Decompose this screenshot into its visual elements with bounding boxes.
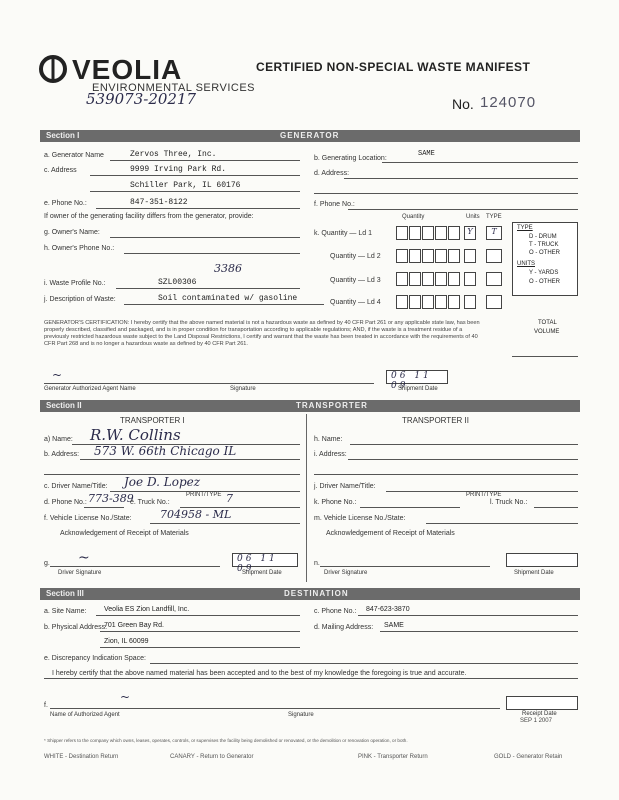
transporter2-heading: TRANSPORTER II [402,416,469,425]
units-cell[interactable] [464,295,476,309]
t1-truck[interactable]: 7 [226,492,233,505]
legend-other-units: O - OTHER [529,279,560,285]
qty-cell[interactable] [422,226,434,240]
destination-certify: I hereby certify that the above named material has been accepted and to the best of my knowledge the foregoing is true and accurate. [52,670,467,677]
waste-profile-hand: 3386 [214,262,242,275]
generator-agent-signature: ~ [52,368,63,382]
t1-phone[interactable]: 773-389 [88,492,134,505]
legend-drum: D - DRUM [529,234,557,240]
veolia-logo-icon [38,54,68,84]
generator-shipment-date: 06 11 09 [391,371,432,391]
section2-title: TRANSPORTER [296,401,368,410]
footer-note: * Shipper refers to the company which owns, leases, operates, controls, or supervises the facility being demolished or renovated, or the demolition or renovation operation, or both. [44,738,408,743]
t1-address[interactable]: 573 W. 66th Chicago IL [94,444,237,458]
units-cell[interactable] [464,249,476,263]
dest-f-label: f. [44,702,48,709]
qty-cell[interactable] [435,249,447,263]
t2-print-type: PRINT/TYPE [466,492,502,498]
section1-title: GENERATOR [280,131,340,140]
qty-cell[interactable] [422,249,434,263]
t2-name-label: h. Name: [314,436,343,443]
qty-cell[interactable] [435,272,447,286]
phone-label: e. Phone No.: [44,200,87,207]
t1-name[interactable]: R.W. Collins [90,426,181,444]
gen-address-label: d. Address: [314,170,350,177]
volume-label: VOLUME [534,329,560,335]
receipt-date: SEP 1 2007 [520,718,552,724]
dest-phone-label: c. Phone No.: [314,608,357,615]
quantity-header: Quantity [402,214,425,220]
generator-name-label: a. Generator Name [44,152,104,159]
waste-profile[interactable]: SZL00306 [158,278,197,287]
t1-driver-signature-label: Driver Signature [58,570,102,576]
section2-divider [306,414,307,582]
t2-phone-label: k. Phone No.: [314,499,357,506]
dest-phone[interactable]: 847-623-3870 [366,606,410,613]
units-cell-ld1[interactable] [464,226,476,240]
qty-cell[interactable] [448,295,460,309]
handwritten-reference: 539073-20217 [86,90,197,108]
qty-cell[interactable] [396,249,408,263]
receipt-date-label: Receipt Date [522,711,557,717]
copy-canary: CANARY - Return to Generator [170,754,254,760]
waste-desc-label: j. Description of Waste: [44,296,116,303]
t1-address-label: b. Address: [44,451,80,458]
address-label: c. Address [44,167,77,174]
qty-cell[interactable] [396,295,408,309]
gen-location-label: b. Generating Location: [314,155,387,162]
copy-white: WHITE - Destination Return [44,754,119,760]
section1-label: Section I [46,131,80,140]
section3-title: DESTINATION [284,589,349,598]
units-header: Units [466,214,480,220]
type-header: TYPE [486,214,502,220]
address-line2[interactable]: Schiller Park, IL 60176 [130,181,241,190]
site-name[interactable]: Veolia ES Zion Landfill, Inc. [104,606,190,613]
legend-other: O - OTHER [529,250,560,256]
qty-cell[interactable] [448,249,460,263]
legend-truck: T - TRUCK [529,242,559,248]
qty-ld4-label: Quantity — Ld 4 [330,299,381,306]
qty-cell[interactable] [409,272,421,286]
units-cell[interactable] [464,272,476,286]
type-cell[interactable] [486,249,502,263]
section3-header [40,588,580,600]
t2-driver-signature-label: Driver Signature [324,570,368,576]
generator-phone[interactable]: 847-351-8122 [130,198,188,207]
ld1-type: T [491,227,497,236]
qty-cell[interactable] [396,272,408,286]
qty-ld1-label: k. Quantity — Ld 1 [314,230,372,237]
t1-shipment-date: 06 11 09 [237,554,278,574]
total-label: TOTAL [538,320,557,326]
address-line1[interactable]: 9999 Irving Park Rd. [130,165,227,174]
dest-agent-label: Name of Authorized Agent [50,712,120,718]
type-cell-ld1[interactable] [486,226,502,240]
t1-driver-label: c. Driver Name/Title: [44,483,108,490]
t2-license-label: m. Vehicle License No./State: [314,515,406,522]
generator-certification: GENERATOR'S CERTIFICATION: I hereby certify that the above named material is not a hazardous waste as defined by 40 CFR Part 261 or any applicable state law, has been properly described, classified and packaged, and is in proper condition for transportation according to applicable regulations; AND, if the waste is a treatment residue of a previously restricted hazardous waste subject to the Land Disposal Restrictions, I certify and warrant that the waste has been treated in accordance with the requirements of 40 CFR Part 268 and is no longer a hazardous waste as defined by 40 CFR Part 261. [44,320,480,347]
t1-driver-signature: ~ [78,550,90,566]
qty-cell[interactable] [409,249,421,263]
generator-name[interactable]: Zervos Three, Inc. [130,150,217,159]
type-units-legend [512,222,578,296]
t2-shipment-date-boxes[interactable] [506,553,578,567]
mailing-address[interactable]: SAME [384,622,404,629]
type-cell[interactable] [486,272,502,286]
qty-cell[interactable] [409,226,421,240]
copy-pink: PINK - Transporter Return [358,754,428,760]
qty-cell[interactable] [448,272,460,286]
type-cell[interactable] [486,295,502,309]
waste-description[interactable]: Soil contaminated w/ gasoline [158,294,298,303]
legend-yards: Y - YARDS [529,270,559,276]
qty-ld3-label: Quantity — Ld 3 [330,277,381,284]
qty-ld2-label: Quantity — Ld 2 [330,253,381,260]
site-name-label: a. Site Name: [44,608,87,615]
t2-truck-label: l. Truck No.: [490,499,528,506]
mailing-address-label: d. Mailing Address: [314,624,374,631]
qty-cell[interactable] [435,295,447,309]
generator-agent-label: Generator Authorized Agent Name [44,386,136,392]
waste-profile-label: i. Waste Profile No.: [44,280,106,287]
qty-cell[interactable] [422,272,434,286]
gen-phone-label: f. Phone No.: [314,201,355,208]
physical-address-line1[interactable]: 701 Green Bay Rd. [104,622,164,629]
t2-address-label: i. Address: [314,451,347,458]
t2-n-label: n. [314,560,320,567]
legend-type-title: TYPE [517,225,533,231]
t1-license[interactable]: 704958 - ML [160,508,232,521]
qty-cell[interactable] [409,295,421,309]
section2-header [40,400,580,412]
owner-note: If owner of the generating facility differs from the generator, provide: [44,213,254,220]
t1-driver[interactable]: Joe D. Lopez [124,475,201,489]
manifest-number: 124070 [480,94,537,111]
qty-cell[interactable] [422,295,434,309]
form-title: CERTIFIED NON-SPECIAL WASTE MANIFEST [256,60,531,74]
legend-units-title: UNITS [517,261,535,267]
owner-name-label: g. Owner's Name: [44,229,100,236]
t1-truck-label: e. Truck No.: [130,499,170,506]
discrepancy-label: e. Discrepancy Indication Space: [44,655,146,662]
gen-location[interactable]: SAME [418,150,435,158]
t2-ack-label: Acknowledgement of Receipt of Materials [326,530,455,537]
section2-label: Section II [46,401,82,410]
company-name: VEOLIA [72,54,183,85]
copy-gold: GOLD - Generator Retain [494,754,563,760]
generator-shipment-date-label: Shipment Date [398,386,438,392]
t2-shipment-date-label: Shipment Date [514,570,554,576]
t1-name-label: a) Name: [44,436,73,443]
receipt-date-boxes[interactable] [506,696,578,710]
dest-signature-label: Signature [288,712,314,718]
section1-header [40,130,580,142]
physical-address-line2[interactable]: Zion, IL 60099 [104,638,149,645]
t1-print-type: PRINT/TYPE [186,492,222,498]
company-division: ENVIRONMENTAL SERVICES [92,82,255,94]
t1-g-label: g. [44,560,50,567]
qty-cell[interactable] [435,226,447,240]
owner-phone-label: h. Owner's Phone No.: [44,245,115,252]
section3-label: Section III [46,589,84,598]
transporter1-heading: TRANSPORTER I [120,416,185,425]
ld1-units: Y [467,227,473,236]
t1-ack-label: Acknowledgement of Receipt of Materials [60,530,189,537]
t1-license-label: f. Vehicle License No./State: [44,515,132,522]
t2-driver-label: j. Driver Name/Title: [314,483,376,490]
qty-cell[interactable] [448,226,460,240]
t1-phone-label: d. Phone No.: [44,499,87,506]
physical-address-label: b. Physical Address: [44,624,108,631]
generator-signature-label: Signature [230,386,256,392]
manifest-number-label: No. [452,96,474,112]
t1-shipment-date-label: Shipment Date [242,570,282,576]
qty-cell[interactable] [396,226,408,240]
dest-agent-signature: ~ [120,690,131,704]
